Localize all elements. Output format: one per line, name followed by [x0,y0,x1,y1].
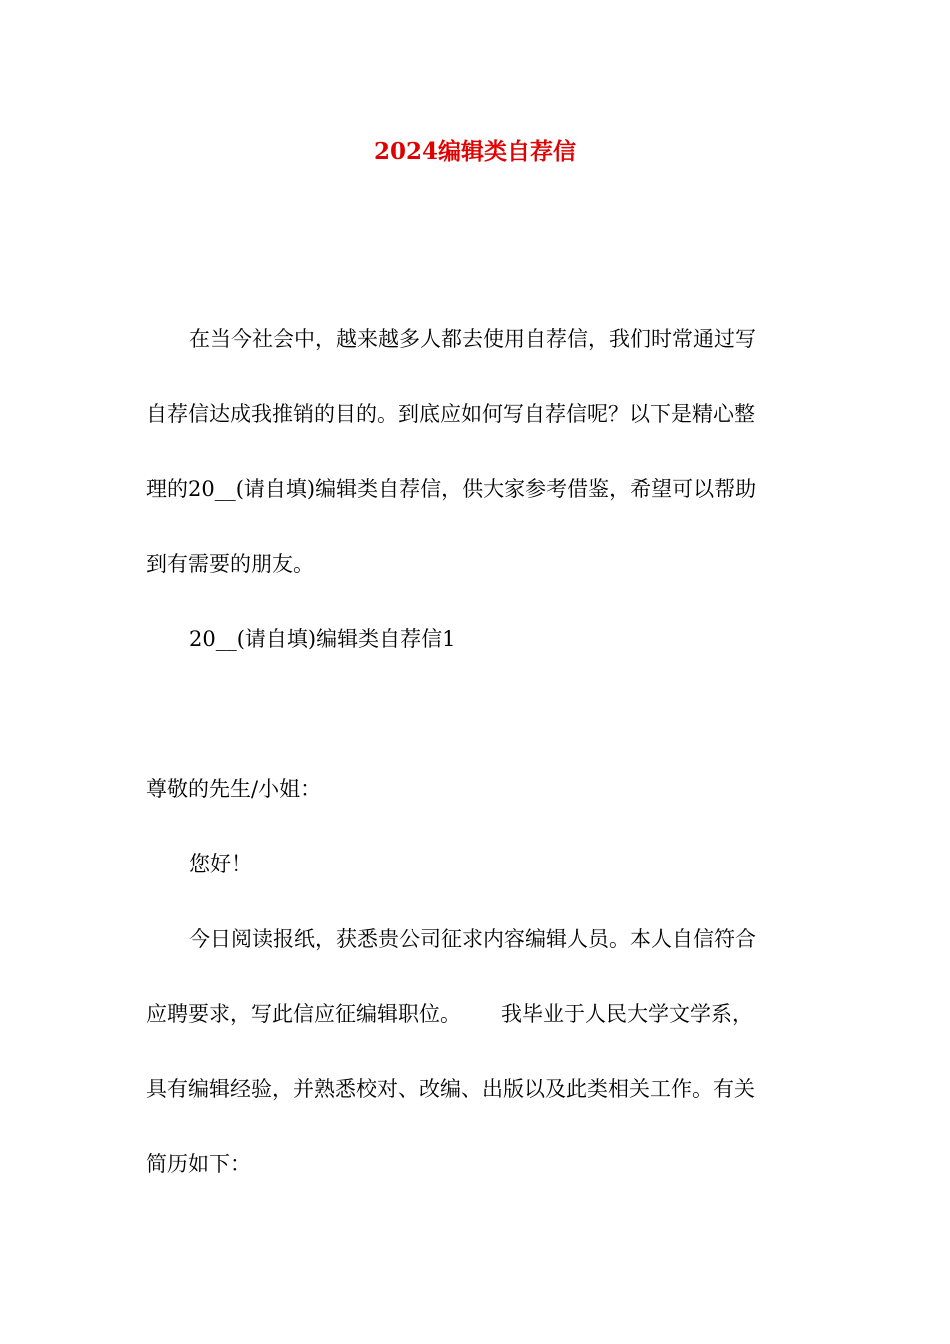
document-title: 2024编辑类自荐信 [373,138,576,165]
intro-line-3: 理的20__(请自填)编辑类自荐信，供大家参考借鉴，希望可以帮助 [146,477,757,501]
greeting-text: 您好！ [189,852,252,876]
intro-line-4: 到有需要的朋友。 [146,552,314,576]
intro-line-2: 自荐信达成我推销的目的。到底应如何写自荐信呢？以下是精心整 [146,402,755,426]
greeting [146,827,808,902]
salutation [146,752,808,827]
salutation-text: 尊敬的先生/小姐： [146,777,322,801]
body-line-1: 今日阅读报纸，获悉贵公司征求内容编辑人员。本人自信符合 [189,927,756,951]
body-line-4: 简历如下： [146,1152,251,1176]
body-line-3: 具有编辑经验，并熟悉校对、改编、出版以及此类相关工作。有关 [146,1077,755,1101]
intro-line-1: 在当今社会中，越来越多人都去使用自荐信，我们时常通过写 [189,327,756,351]
section-heading-text: 20__(请自填)编辑类自荐信1 [189,627,456,651]
body-line-2-part-1: 应聘要求，写此信应征编辑职位。 [146,1002,461,1026]
intro-paragraph [146,302,808,602]
body-paragraph [146,902,808,1202]
section-heading [146,602,808,677]
body-line-2-part-2: 我毕业于人民大学文学系， [501,1002,753,1026]
body-line-2 [146,977,808,1052]
